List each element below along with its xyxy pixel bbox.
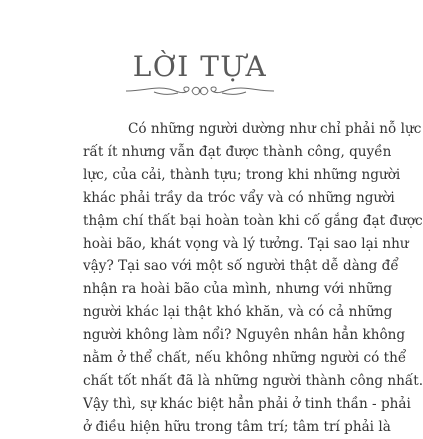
text-line: chất tốt nhất đã là những người thành công nhất.	[83, 372, 423, 389]
text-line: người không làm nổi? Nguyên nhân hẳn không	[83, 327, 406, 344]
page-title: LỜI TỰA	[132, 50, 268, 83]
text-line: rất ít nhưng vẫn đạt được thành công, quyền	[83, 143, 392, 160]
text-line: thậm chí thất bại hoàn toàn khi cố gắng đạt được	[83, 212, 423, 229]
text-line: hoài bão, khát vọng và lý tưởng. Tại sao lại như	[83, 235, 409, 252]
text-line: nhận ra hoài bão của mình, nhưng với những	[83, 281, 393, 298]
text-line: ở điều hiện hữu trong tâm trí; tâm trí phải là	[83, 418, 391, 435]
text-line: nằm ở thể chất, nếu không những người có thể	[83, 350, 407, 367]
text-line: Vậy thì, sự khác biệt hẳn phải ở tinh thần - phải	[83, 395, 411, 412]
text-line: người khác lại thật khó khăn, và có cả những	[83, 304, 393, 321]
title-ornament	[124, 83, 276, 99]
text-line: vậy? Tại sao với một số người thật dễ dàng để	[83, 258, 399, 275]
text-line: lực, của cải, thành tựu; trong khi những người	[83, 166, 401, 183]
text-line: khác phải trầy da tróc vẩy và có những người	[83, 189, 395, 206]
preface-paragraph	[83, 118, 423, 439]
text-line: Có những người dường như chỉ phải nỗ lực	[128, 121, 422, 137]
